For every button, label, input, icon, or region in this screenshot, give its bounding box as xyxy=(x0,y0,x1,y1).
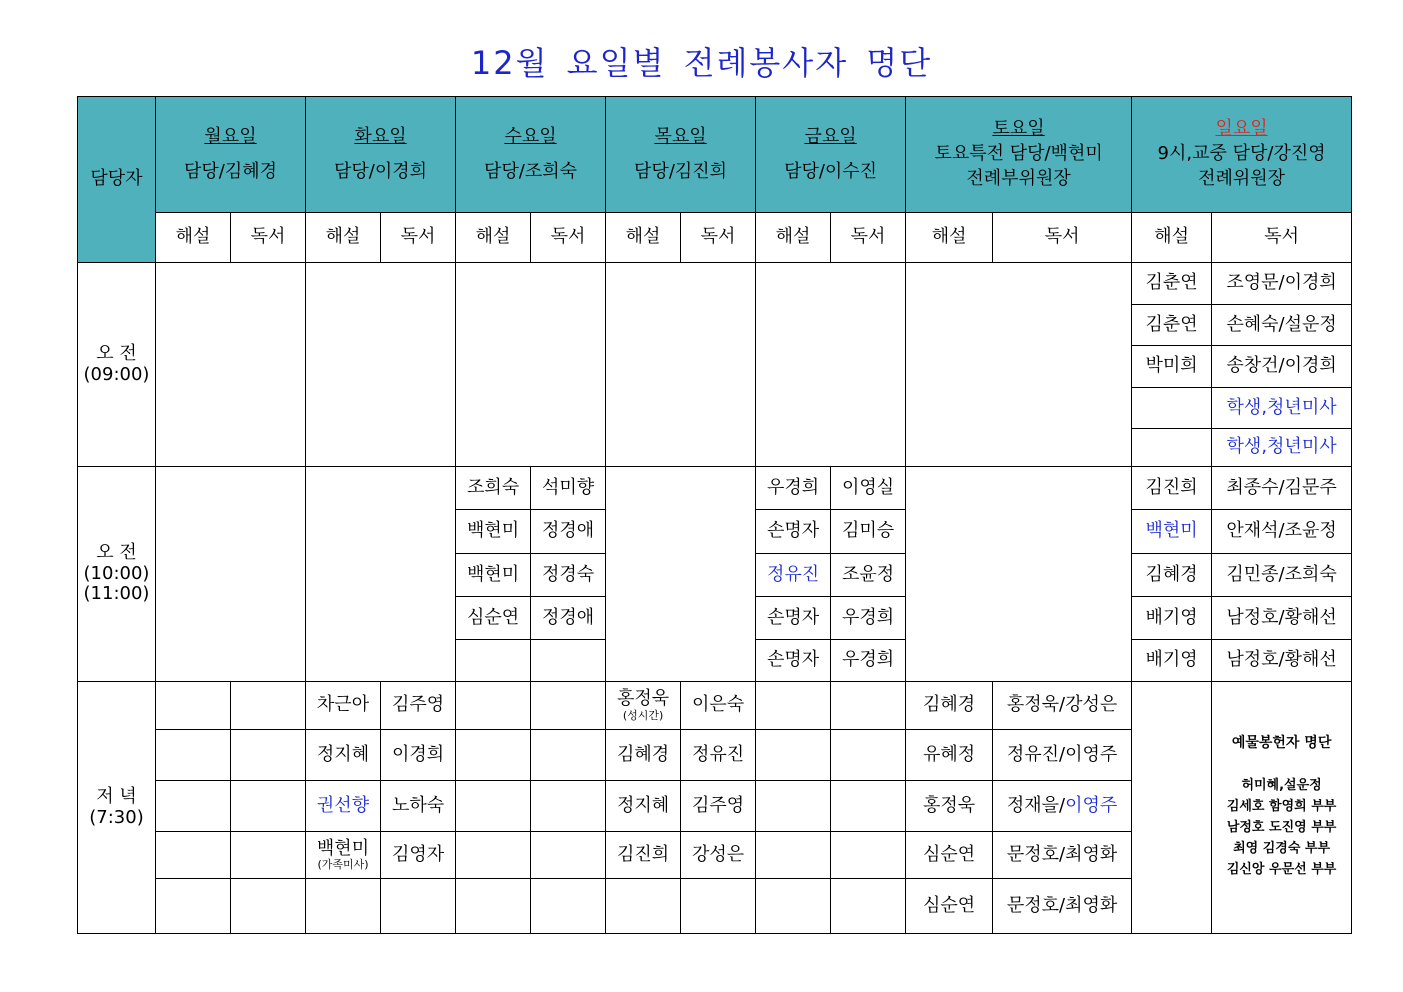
empty-cell xyxy=(606,467,756,682)
day-name: 금요일 xyxy=(804,125,857,147)
fri-reader: 조윤정 xyxy=(831,554,906,597)
tue-reader: 노하숙 xyxy=(381,781,456,832)
wed-commentator: 조희숙 xyxy=(456,467,531,510)
sat-reader: 문정호/최영화 xyxy=(993,832,1132,879)
header-row xyxy=(78,97,1352,213)
thu-commentator: 김진희 xyxy=(606,832,681,879)
sunday-reader: 손혜숙/설운정 xyxy=(1212,305,1352,346)
sub-commentary: 해설 xyxy=(156,213,231,263)
empty-cell xyxy=(156,467,306,682)
empty-cell xyxy=(756,263,906,467)
day-manager: 9시,교중 담당/강진영 xyxy=(1157,143,1326,165)
header-sunday xyxy=(1132,97,1352,213)
offering-line: 김세호 함영희 부부 xyxy=(1226,799,1337,815)
sunday-reader: 최종수/김문주 xyxy=(1212,467,1352,510)
sub-commentary: 해설 xyxy=(306,213,381,263)
header-person-label: 담당자 xyxy=(78,97,156,263)
sunday-reader: 조영문/이경희 xyxy=(1212,263,1352,305)
empty-cell xyxy=(756,682,831,730)
fri-commentator: 손명자 xyxy=(756,640,831,682)
empty-cell xyxy=(231,832,306,879)
day-manager: 담당/조희숙 xyxy=(484,160,578,182)
day-manager: 담당/김혜경 xyxy=(184,160,278,182)
empty-cell xyxy=(1132,682,1212,934)
sunday-commentator: 백현미 xyxy=(1132,510,1212,554)
section-label-morning9: 오 전 (09:00) xyxy=(78,263,156,467)
empty-cell xyxy=(306,263,456,467)
sunday-commentator: 김춘연 xyxy=(1132,305,1212,346)
day-name: 수요일 xyxy=(504,125,557,147)
sub-reading: 독서 xyxy=(831,213,906,263)
offering-line: 김신앙 우문선 부부 xyxy=(1226,862,1337,878)
fri-commentator: 손명자 xyxy=(756,510,831,554)
sub-commentary: 해설 xyxy=(606,213,681,263)
day-role: 전례부위원장 xyxy=(966,167,1071,189)
fri-reader: 우경희 xyxy=(831,597,906,640)
empty-cell xyxy=(456,730,531,781)
wed-commentator xyxy=(456,640,531,682)
sunday-reader: 송창건/이경희 xyxy=(1212,346,1352,388)
empty-cell xyxy=(831,730,906,781)
day-name: 토요일 xyxy=(992,118,1045,140)
empty-cell xyxy=(231,682,306,730)
page-title: 12월 요일별 전례봉사자 명단 xyxy=(470,44,933,82)
thu-reader: 이은숙 xyxy=(681,682,756,730)
day-manager: 담당/이경희 xyxy=(334,160,428,182)
offering-title: 예물봉헌자 명단 xyxy=(1231,734,1332,751)
sunday-commentator: 배기영 xyxy=(1132,640,1212,682)
table-row xyxy=(78,682,1352,730)
header-saturday xyxy=(906,97,1132,213)
empty-cell xyxy=(756,832,831,879)
thu-commentator: 정지혜 xyxy=(606,781,681,832)
wed-reader: 정경애 xyxy=(531,597,606,640)
thu-commentator: 홍정욱 (성시간) xyxy=(606,682,681,730)
empty-cell xyxy=(456,781,531,832)
wed-commentator: 심순연 xyxy=(456,597,531,640)
empty-cell xyxy=(231,879,306,934)
thu-commentator xyxy=(606,879,681,934)
fri-commentator: 정유진 xyxy=(756,554,831,597)
sat-reader: 정재을/이영주 xyxy=(993,781,1132,832)
empty-cell xyxy=(831,832,906,879)
table-row xyxy=(78,467,1352,510)
sub-commentary: 해설 xyxy=(1132,213,1212,263)
empty-cell xyxy=(156,781,231,832)
thu-reader: 정유진 xyxy=(681,730,756,781)
fri-reader: 이영실 xyxy=(831,467,906,510)
sunday-commentator xyxy=(1132,388,1212,429)
empty-cell xyxy=(531,682,606,730)
wed-reader xyxy=(531,640,606,682)
wed-commentator: 백현미 xyxy=(456,554,531,597)
sunday-reader: 남정호/황해선 xyxy=(1212,640,1352,682)
empty-cell xyxy=(831,879,906,934)
empty-cell xyxy=(231,730,306,781)
empty-cell xyxy=(156,730,231,781)
empty-cell xyxy=(756,730,831,781)
section-label-morning10: 오 전 (10:00) (11:00) xyxy=(78,467,156,682)
thu-reader xyxy=(681,879,756,934)
empty-cell xyxy=(531,832,606,879)
tue-note: (가족미사) xyxy=(317,858,369,872)
sub-commentary: 해설 xyxy=(906,213,993,263)
empty-cell xyxy=(906,467,1132,682)
tue-reader xyxy=(381,879,456,934)
sunday-commentator: 김춘연 xyxy=(1132,263,1212,305)
empty-cell xyxy=(156,832,231,879)
empty-cell xyxy=(906,263,1132,467)
fri-commentator: 손명자 xyxy=(756,597,831,640)
offering-line: 허미혜,설운정 xyxy=(1241,778,1322,794)
sat-commentator: 홍정욱 xyxy=(906,781,993,832)
empty-cell xyxy=(831,682,906,730)
sub-commentary: 해설 xyxy=(756,213,831,263)
wed-reader: 정경애 xyxy=(531,510,606,554)
empty-cell xyxy=(531,879,606,934)
sub-reading: 독서 xyxy=(993,213,1132,263)
empty-cell xyxy=(456,682,531,730)
empty-cell xyxy=(831,781,906,832)
day-manager: 담당/김진희 xyxy=(634,160,728,182)
empty-cell xyxy=(156,263,306,467)
sub-reading: 독서 xyxy=(681,213,756,263)
sub-reading: 독서 xyxy=(231,213,306,263)
header-thursday xyxy=(606,97,756,213)
sub-commentary: 해설 xyxy=(456,213,531,263)
header-monday xyxy=(156,97,306,213)
sat-reader: 문정호/최영화 xyxy=(993,879,1132,934)
offering-line: 최영 김경숙 부부 xyxy=(1233,841,1331,857)
fri-commentator: 우경희 xyxy=(756,467,831,510)
sunday-commentator: 김진희 xyxy=(1132,467,1212,510)
tue-reader: 김주영 xyxy=(381,682,456,730)
empty-cell xyxy=(306,467,456,682)
offering-list xyxy=(1212,682,1352,934)
empty-cell xyxy=(156,682,231,730)
empty-cell xyxy=(156,879,231,934)
sub-reading: 독서 xyxy=(1212,213,1352,263)
header-wednesday xyxy=(456,97,606,213)
wed-reader: 정경숙 xyxy=(531,554,606,597)
empty-cell xyxy=(231,781,306,832)
day-role: 전례위원장 xyxy=(1198,167,1286,189)
day-manager: 담당/이수진 xyxy=(784,160,878,182)
sunday-commentator: 배기영 xyxy=(1132,597,1212,640)
header-tuesday xyxy=(306,97,456,213)
section-label-evening: 저 녁 (7:30) xyxy=(78,682,156,934)
empty-cell xyxy=(456,879,531,934)
empty-cell xyxy=(531,730,606,781)
wed-reader: 석미향 xyxy=(531,467,606,510)
empty-cell xyxy=(606,263,756,467)
day-name: 화요일 xyxy=(354,125,407,147)
sat-commentator: 유혜정 xyxy=(906,730,993,781)
schedule-table xyxy=(77,96,1352,934)
day-name: 일요일 xyxy=(1215,118,1268,140)
day-manager: 토요특전 담당/백현미 xyxy=(934,143,1103,165)
sub-reading: 독서 xyxy=(531,213,606,263)
empty-cell xyxy=(756,781,831,832)
tue-reader: 김영자 xyxy=(381,832,456,879)
tue-commentator: 정지혜 xyxy=(306,730,381,781)
sunday-reader: 김민종/조희숙 xyxy=(1212,554,1352,597)
tue-commentator: 백현미 (가족미사) xyxy=(306,832,381,879)
empty-cell xyxy=(456,263,606,467)
sunday-reader: 안재석/조윤정 xyxy=(1212,510,1352,554)
sat-commentator: 심순연 xyxy=(906,879,993,934)
sunday-commentator xyxy=(1132,429,1212,467)
thu-commentator: 김혜경 xyxy=(606,730,681,781)
tue-commentator xyxy=(306,879,381,934)
sunday-commentator: 김혜경 xyxy=(1132,554,1212,597)
sunday-commentator: 박미희 xyxy=(1132,346,1212,388)
header-friday xyxy=(756,97,906,213)
sat-reader: 정유진/이영주 xyxy=(993,730,1132,781)
tue-commentator: 차근아 xyxy=(306,682,381,730)
day-name: 월요일 xyxy=(204,125,257,147)
sunday-reader: 남정호/황해선 xyxy=(1212,597,1352,640)
table-row xyxy=(78,263,1352,305)
thu-reader: 김주영 xyxy=(681,781,756,832)
thu-reader: 강성은 xyxy=(681,832,756,879)
fri-reader: 김미승 xyxy=(831,510,906,554)
fri-reader: 우경희 xyxy=(831,640,906,682)
tue-commentator: 권선향 xyxy=(306,781,381,832)
subheader-row xyxy=(78,213,1352,263)
wed-commentator: 백현미 xyxy=(456,510,531,554)
empty-cell xyxy=(756,879,831,934)
thu-note: (성시간) xyxy=(622,708,664,722)
tue-reader: 이경희 xyxy=(381,730,456,781)
sunday-reader: 학생,청년미사 xyxy=(1212,388,1352,429)
sat-commentator: 심순연 xyxy=(906,832,993,879)
sunday-reader: 학생,청년미사 xyxy=(1212,429,1352,467)
sat-commentator: 김혜경 xyxy=(906,682,993,730)
day-name: 목요일 xyxy=(654,125,707,147)
empty-cell xyxy=(531,781,606,832)
sub-reading: 독서 xyxy=(381,213,456,263)
offering-line: 남정호 도진영 부부 xyxy=(1226,820,1337,836)
sat-reader: 홍정욱/강성은 xyxy=(993,682,1132,730)
empty-cell xyxy=(456,832,531,879)
